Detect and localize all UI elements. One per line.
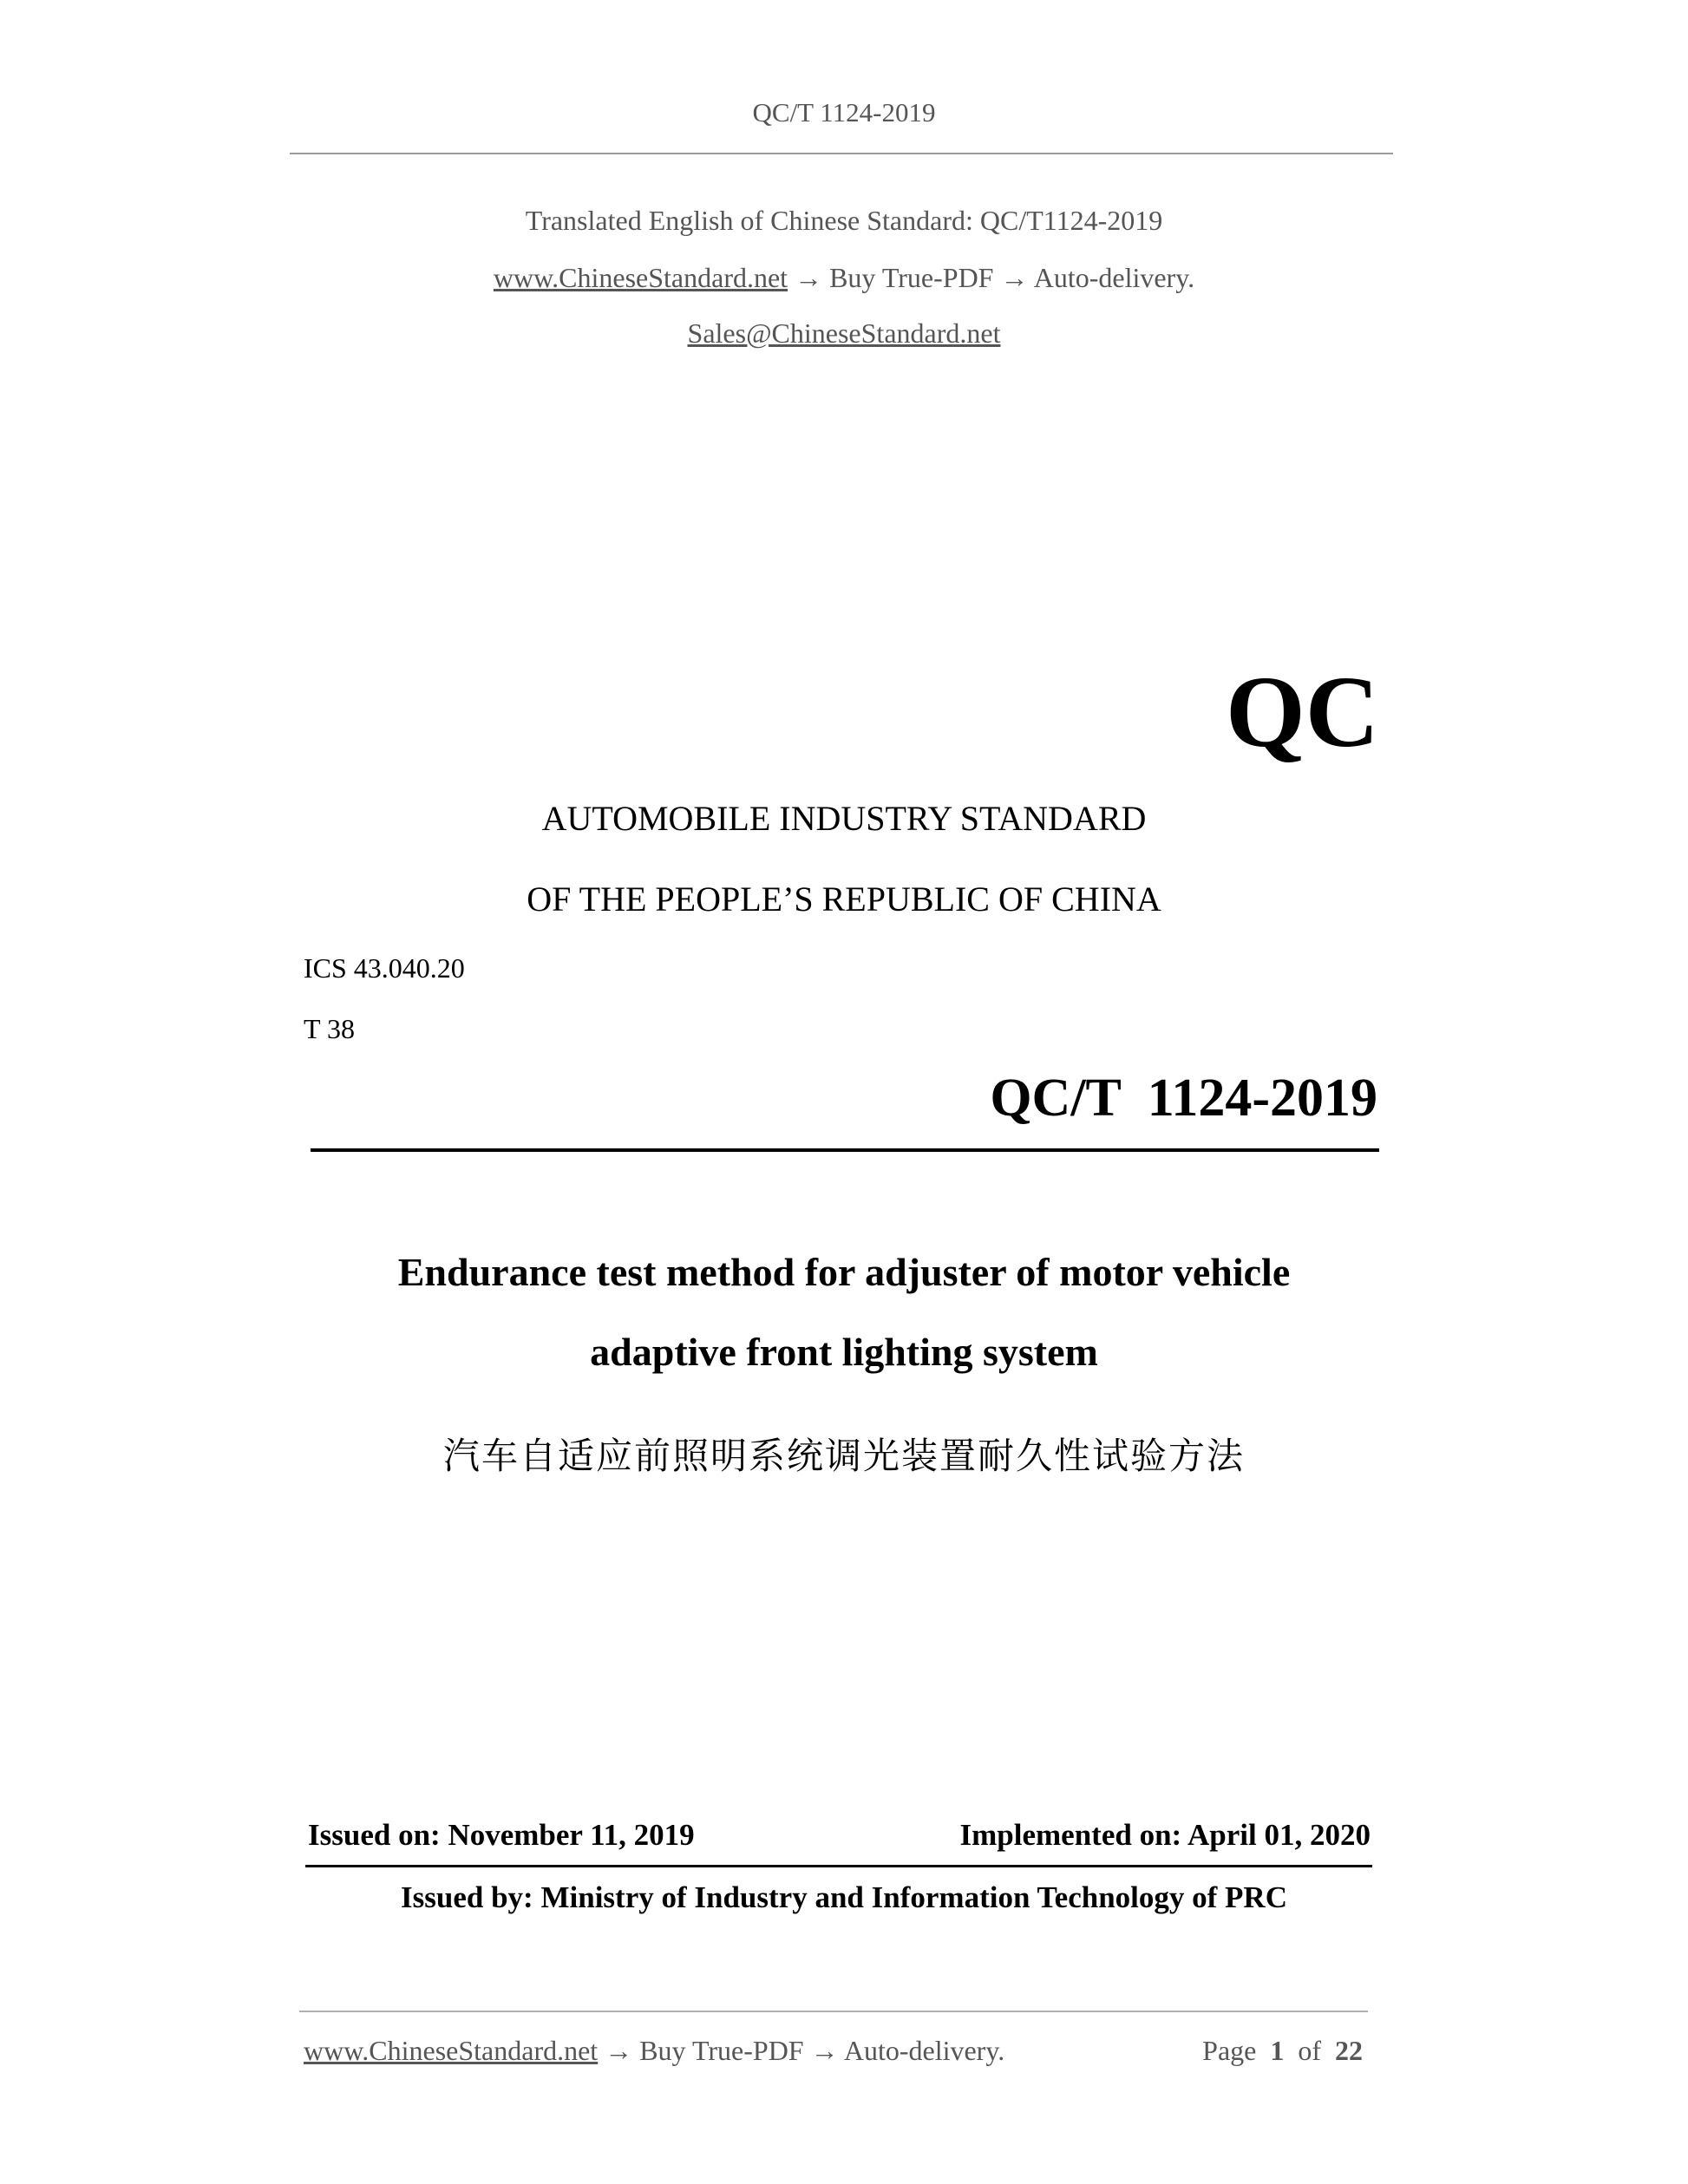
footer-promo [304,2035,1004,2067]
footer-buy-text: → Buy True-PDF → Auto-delivery. [598,2035,1005,2066]
promo-line [0,262,1688,294]
translation-notice: Translated English of Chinese Standard: QC/T1124-2019 [525,205,1163,236]
page-total: 22 [1335,2035,1363,2066]
issuing-authority: Issued by: Ministry of Industry and Information Technology of PRC [401,1880,1287,1914]
page-indicator [1202,2035,1363,2067]
document-title-chinese: 汽车自适应前照明系统调光装置耐久性试验方法 [442,1435,1245,1477]
industry-standard-heading: AUTOMOBILE INDUSTRY STANDARD [541,799,1147,838]
page-of-label: of [1298,2035,1321,2066]
sales-email-line [0,317,1688,350]
footer-site-link[interactable]: www.ChineseStandard.net [304,2035,599,2066]
classification-code: T 38 [304,1013,355,1044]
ics-code: ICS 43.040.20 [304,952,465,984]
site-link[interactable]: www.ChineseStandard.net [493,262,788,293]
header-divider [290,153,1393,154]
running-header-title: QC/T 1124-2019 [752,97,936,128]
dates-divider [305,1865,1372,1867]
page-label: Page [1202,2035,1257,2066]
implemented-on-date: Implemented on: April 01, 2020 [959,1818,1371,1852]
sales-email-link[interactable]: Sales@ChineseStandard.net [687,317,1001,349]
issued-on-date: Issued on: November 11, 2019 [308,1818,695,1852]
page-current: 1 [1270,2035,1285,2066]
country-heading: OF THE PEOPLE’S REPUBLIC OF CHINA [527,879,1161,919]
buy-text: → Buy True-PDF → Auto-delivery. [788,262,1195,293]
document-title-line-1: Endurance test method for adjuster of motor vehicle [397,1250,1291,1294]
document-title-line-2: adaptive front lighting system [590,1330,1098,1374]
standard-mark: QC [1226,655,1379,768]
standard-number-divider [311,1148,1379,1152]
standard-number: QC/T 1124-2019 [990,1069,1377,1128]
footer-divider [299,2011,1368,2012]
